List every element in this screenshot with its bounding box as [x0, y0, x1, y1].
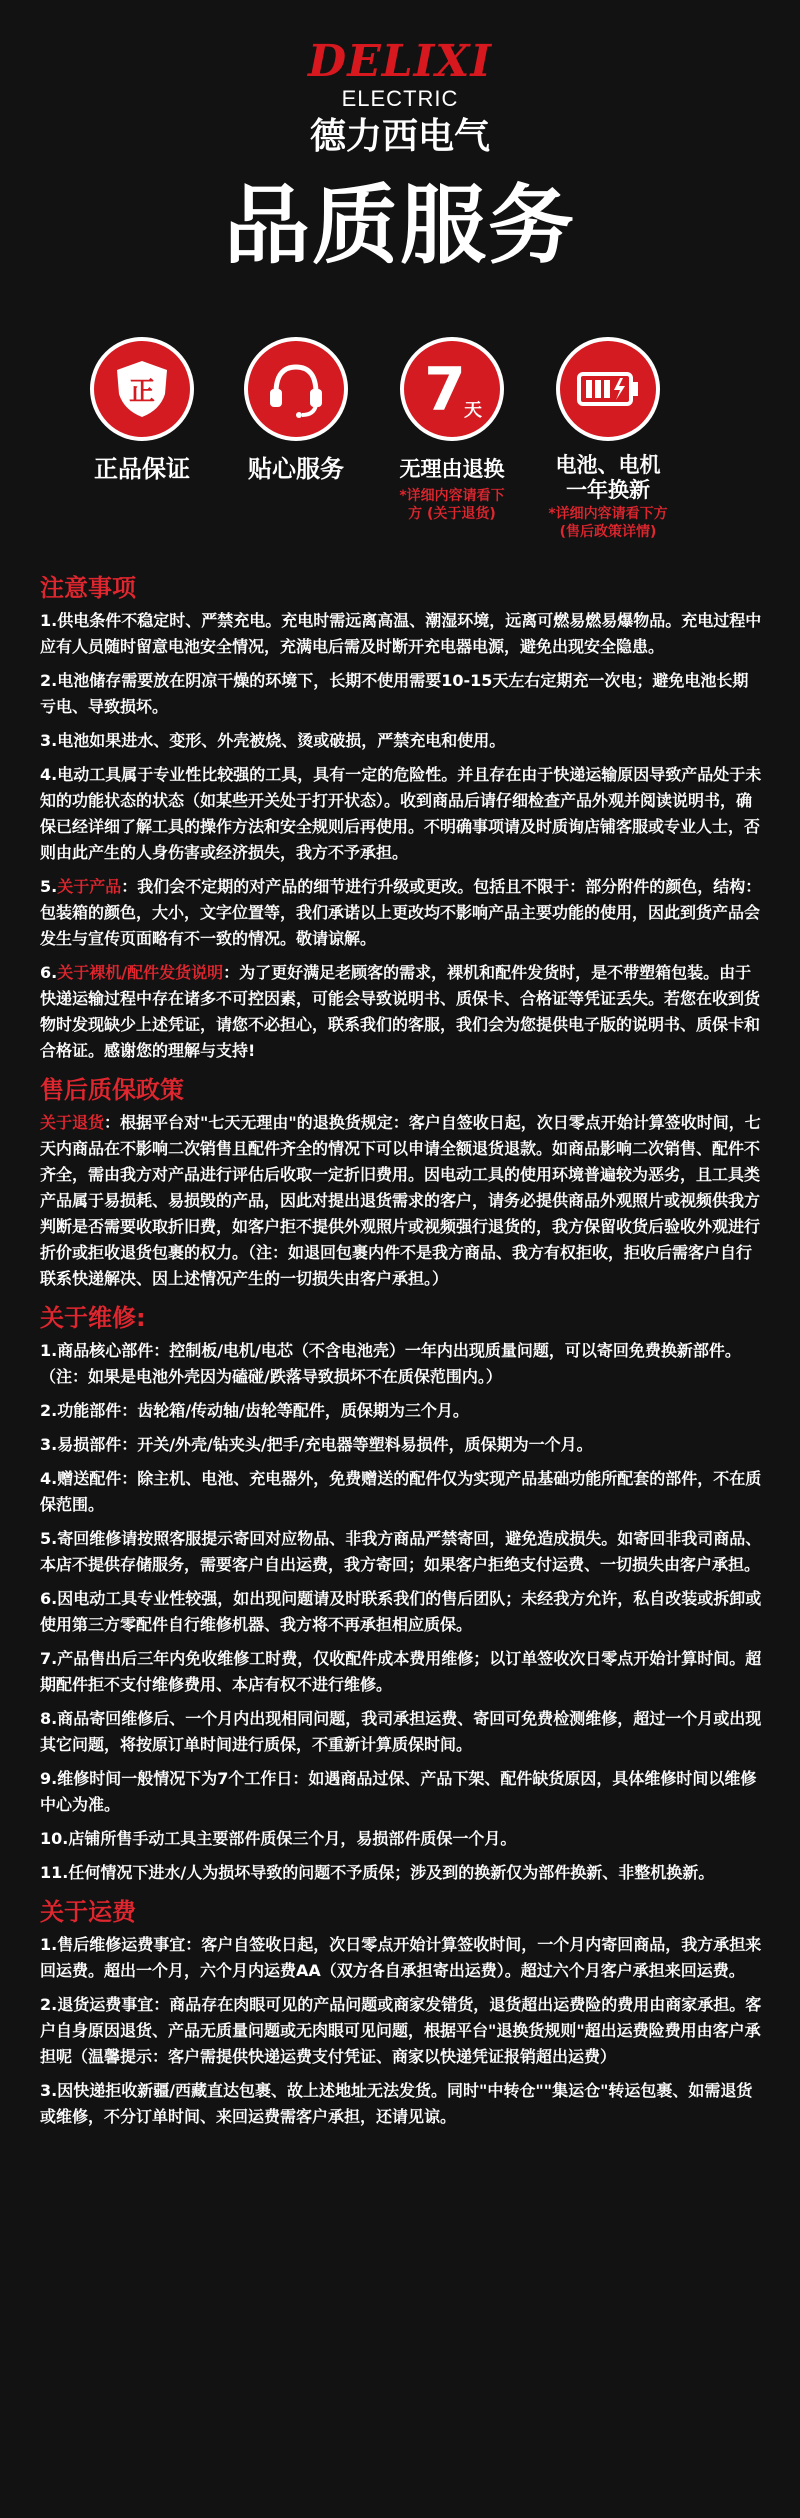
- notice-item: 2.电池储存需要放在阴凉干燥的环境下，长期不使用需要10-15天左右定期充一次电；避免电池长期亏电、导致损坏。: [40, 671, 749, 716]
- shipping-item: 3.因快递拒收新疆/西藏直达包裹、故上述地址无法发货。同时"中转仓""集运仓"转运包裹、如需退货或维修，不分订单时间、来回运费需客户承担，还请见谅。: [40, 2081, 753, 2126]
- repair-item: 6.因电动工具专业性较强，如出现问题请及时联系我们的售后团队；未经我方允许，私自改装或拆卸或使用第三方零配件自行维修机器、我方将不再承担相应质保。: [40, 1589, 762, 1634]
- svg-text:天: 天: [464, 400, 482, 421]
- repair-item: 7.产品售出后三年内免收维修工时费，仅收配件成本费用维修；以订单签收次日零点开始计算时间。超期配件拒不支付维修费用、本店有权不进行维修。: [40, 1649, 762, 1694]
- feature-label: 电池、电机 一年换新: [555, 453, 661, 502]
- feature-note: *详细内容请看下方 (关于退货): [399, 488, 505, 522]
- repair-item: 10.店铺所售手动工具主要部件质保三个月，易损部件质保一个月。: [40, 1829, 517, 1848]
- svg-text:7: 7: [424, 355, 466, 424]
- headset-icon: [244, 337, 348, 441]
- feature-battery-motor: [528, 337, 688, 541]
- notice-item: 5.关于产品：我们会不定期的对产品的细节进行升级或更改。包括且不限于：部分附件的颜色，结构：包装箱的颜色，大小，文字位置等，我们承诺以上更改均不影响产品主要功能的使用，因此到货产品会发生与宣传页面略有不一致的情况。敬请谅解。: [40, 877, 762, 948]
- shield-icon: [90, 337, 194, 441]
- feature-genuine: [62, 337, 222, 483]
- repair-item: 11.任何情况下进水/人为损坏导致的问题不予质保；涉及到的换新仅为部件换新、非整机换新。: [40, 1863, 715, 1882]
- brand-header: [0, 38, 800, 158]
- policy-heading: 售后质保政策: [40, 1076, 184, 1104]
- feature-row: [0, 337, 800, 540]
- repair-item: 3.易损部件：开关/外壳/钻夹头/把手/充电器等塑料易损件，质保期为一个月。: [40, 1435, 593, 1454]
- repair-item: 8.商品寄回维修后、一个月内出现相同问题，我司承担运费、寄回可免费检测维修，超过一个月或出现其它问题，将按原订单时间进行质保，不重新计算质保时间。: [40, 1709, 762, 1754]
- notice-item: 6.关于裸机/配件发货说明：为了更好满足老顾客的需求，裸机和配件发货时，是不带塑箱包装。由于快递运输过程中存在诸多不可控因素，可能会导致说明书、质保卡、合格证等凭证丢失。若您在收到货物时发现缺少上述凭证，请您不必担心，联系我们的客服，我们会为您提供电子版的说明书、质保卡和合格证。感谢您的理解与支持!: [40, 963, 761, 1060]
- feature-label: 贴心服务: [248, 455, 344, 483]
- svg-text:正: 正: [128, 377, 156, 407]
- repair-item: 1.商品核心部件：控制板/电机/电芯（不含电池壳）一年内出现质量问题，可以寄回免费换新部件。（注：如果是电池外壳因为磕碰/跌落导致损坏不在质保范围内。）: [40, 1341, 741, 1386]
- feature-service: [216, 337, 376, 483]
- feature-note: *详细内容请看下方 (售后政策详情): [548, 506, 668, 540]
- feature-label: 正品保证: [94, 455, 190, 483]
- policy-highlight: 关于退货: [40, 1113, 105, 1132]
- repair-item: 2.功能部件：齿轮箱/传动轴/齿轮等配件，质保期为三个月。: [40, 1401, 469, 1420]
- brand-chinese-name: 德力西电气: [309, 116, 490, 157]
- repair-item: 9.维修时间一般情况下为7个工作日：如遇商品过保、产品下架、配件缺货原因，具体维修时间以维修中心为准。: [40, 1769, 757, 1814]
- brand-logo: DELIXI: [308, 36, 492, 87]
- battery-icon: [556, 337, 660, 441]
- page-title: 品质服务: [224, 176, 576, 276]
- notice-item-highlight: 关于产品: [57, 877, 122, 896]
- repair-item: 5.寄回维修请按照客服提示寄回对应物品、非我方商品严禁寄回，避免造成损失。如寄回非我司商品、本店不提供存储服务，需要客户自出运费，我方寄回；如果客户拒绝支付运费、一切损失由客户承担。: [40, 1529, 762, 1574]
- content: [40, 572, 762, 2138]
- shipping-item: 1.售后维修运费事宜：客户自签收日起，次日零点开始计算签收时间，一个月内寄回商品，我方承担来回运费。超出一个月，六个月内运费AA（双方各自承担寄出运费）。超过六个月客户承担来回运费。: [40, 1935, 762, 1980]
- feature-seven-day-return: [372, 337, 532, 523]
- shipping-heading: 关于运费: [40, 1898, 136, 1926]
- feature-label: 无理由退换: [399, 457, 505, 481]
- notice-item: 1.供电条件不稳定时、严禁充电。充电时需远离高温、潮湿环境，远离可燃易燃易爆物品。充电过程中应有人员随时留意电池安全情况，充满电后需及时断开充电器电源，避免出现安全隐患。: [40, 611, 762, 656]
- brand-subtitle: ELECTRIC: [341, 86, 459, 111]
- notice-item: 3.电池如果进水、变形、外壳被烧、烫或破损，严禁充电和使用。: [40, 731, 506, 750]
- shipping-item: 2.退货运费事宜：商品存在肉眼可见的产品问题或商家发错货，退货超出运费险的费用由商家承担。客户自身原因退货、产品无质量问题或无肉眼可见问题，根据平台"退换货规则"超出运费险费用由客户承担呢（温馨提示：客户需提供快递运费支付凭证、商家以快递凭证报销超出运费）: [40, 1995, 762, 2066]
- repair-item: 4.赠送配件：除主机、电池、充电器外，免费赠送的配件仅为实现产品基础功能所配套的部件，不在质保范围。: [40, 1469, 762, 1514]
- notice-heading: 注意事项: [40, 574, 136, 602]
- notice-item: 4.电动工具属于专业性比较强的工具，具有一定的危险性。并且存在由于快递运输原因导致产品处于未知的功能状态的状态（如某些开关处于打开状态）。收到商品后请仔细检查产品外观并阅读说明书，确保已经详细了解工具的操作方法和安全规则后再使用。不明确事项请及时质询店铺客服或专业人士，否则由此产生的人身伤害或经济损失，我方不予承担。: [40, 765, 762, 862]
- policy-return-text: 关于退货：根据平台对"七天无理由"的退换货规定：客户自签收日起，次日零点开始计算签收时间，七天内商品在不影响二次销售且配件齐全的情况下可以申请全额退货退款。如商品影响二次销售、配件不齐全，需由我方对产品进行评估后收取一定折旧费用。因电动工具的使用环境普遍较为恶劣，且工具类产品属于易损耗、易损毁的产品，因此对提出退货需求的客户，请务必提供商品外观照片或视频供我方判断是否需要收取折旧费，如客户拒不提供外观照片或视频强行退货的，我方保留收货后验收外观进行折价或拒收退货包裹的权力。（注：如退回包裹内件不是我方商品、我方有权拒收，拒收后需客户自行联系快递解决、因上述情况产生的一切损失由客户承担。）: [40, 1113, 761, 1288]
- seven-day-icon: [400, 337, 504, 441]
- notice-item-highlight: 关于裸机/配件发货说明: [57, 963, 224, 982]
- repair-heading: 关于维修:: [40, 1304, 146, 1332]
